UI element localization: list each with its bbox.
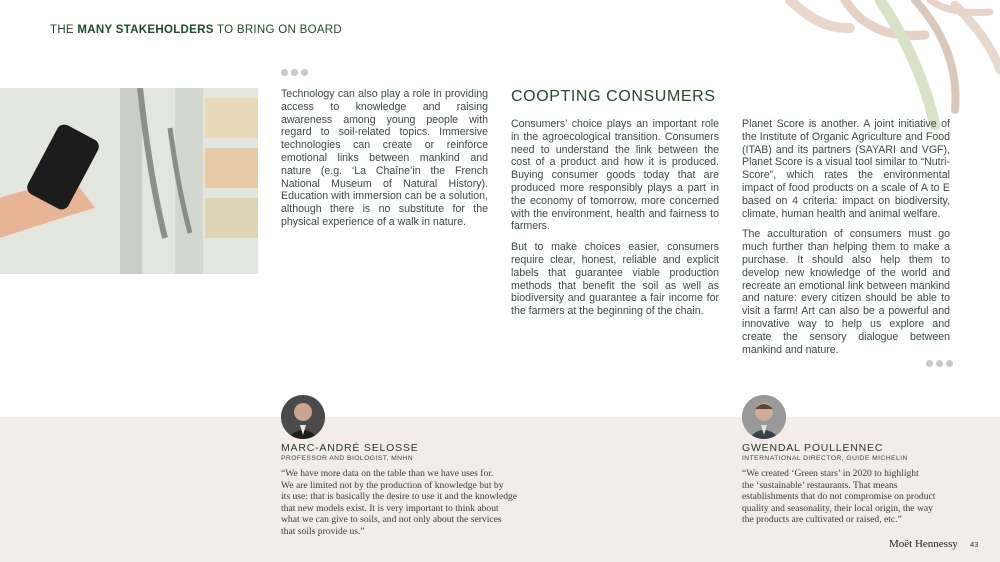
quote-author-name: GWENDAL POULLENNEC bbox=[742, 442, 884, 454]
body-paragraph: Consumers’ choice plays an important role in the agroecological transition. Consumers need to understand the link between the cost of a product and how it is produced. Buying consumer goods today that are produced more responsibly plays a part in the economy of tomorrow, more concerned with the environment, health and fairness to farmers. bbox=[511, 118, 719, 233]
body-paragraph: The acculturation of consumers must go much further than helping them to make a purchase. It should also help them to develop new knowledge of the world and recreate an emotional link between mankind and nature: every citizen should be able to visit a farm! Art can also be a powerful and innovative way to help us explore and create the sensory dialogue between mankind and nature. bbox=[742, 228, 950, 356]
middle-text-column bbox=[511, 118, 719, 326]
avatar bbox=[742, 395, 786, 439]
quote-text: “We created ‘Green stars’ in 2020 to highlight the ‘sustainable’ restaurants. That means establishments that do not compromise on product quality and seasonality, their local origin, the way the products are cultivated or raised, etc.” bbox=[742, 468, 936, 526]
decorative-leaf-strokes bbox=[750, 0, 1000, 130]
right-text-column bbox=[742, 118, 950, 364]
body-paragraph: Technology can also play a role in providing access to knowledge and raising awareness among young people with regard to soil-related topics. Immersive technologies can create or reinforce emotional links between mankind and nature (e.g. ‘La Chaîne’in the French National Museum of Natural History). Education with immersion can be a solution, although there is no substitute for the physical experience of a walk in nature. bbox=[281, 88, 488, 228]
quote-author-name: MARC-ANDRÉ SELOSSE bbox=[281, 442, 419, 454]
quote-author-role: PROFESSOR AND BIOLOGIST, MNHN bbox=[281, 455, 414, 462]
body-paragraph: But to make choices easier, consumers require clear, honest, reliable and explicit labels that guarantee viable production methods that benefit the soil as well as biodiversity and guarantee a fair income for the farmers at the beginning of the chain. bbox=[511, 241, 719, 318]
section-title: COOPTING CONSUMERS bbox=[511, 88, 716, 105]
page-number: 43 bbox=[970, 540, 979, 549]
avatar bbox=[281, 395, 325, 439]
left-text-column bbox=[281, 88, 488, 237]
quote-author-role: INTERNATIONAL DIRECTOR, GUIDE MICHELIN bbox=[742, 455, 908, 462]
quote-text: “We have more data on the table than we have uses for. We are limited not by the production of knowledge but by its use: that is basically the desire to use it and the knowledge that new models exist. It is very important to think about what we can give to soils, and not only about the services that soils provide us.” bbox=[281, 468, 518, 537]
body-paragraph: Planet Score is another. A joint initiative of the Institute of Organic Agriculture and Food (ITAB) and its partners (SAYARI and VGF), Planet Score is a visual tool similar to “Nutri-Score”, which rates the environmental impact of food products on a scale of A to E based on 4 criteria: impact on biodiversity, climate, human health and animal welfare. bbox=[742, 118, 950, 220]
decorative-dots bbox=[281, 69, 308, 76]
page-header: THE MANY STAKEHOLDERS TO BRING ON BOARD bbox=[50, 24, 343, 36]
header-emphasis: MANY STAKEHOLDERS bbox=[77, 24, 214, 36]
brand-logo: Moët Hennessy bbox=[889, 538, 958, 550]
supermarket-photo bbox=[0, 88, 258, 274]
